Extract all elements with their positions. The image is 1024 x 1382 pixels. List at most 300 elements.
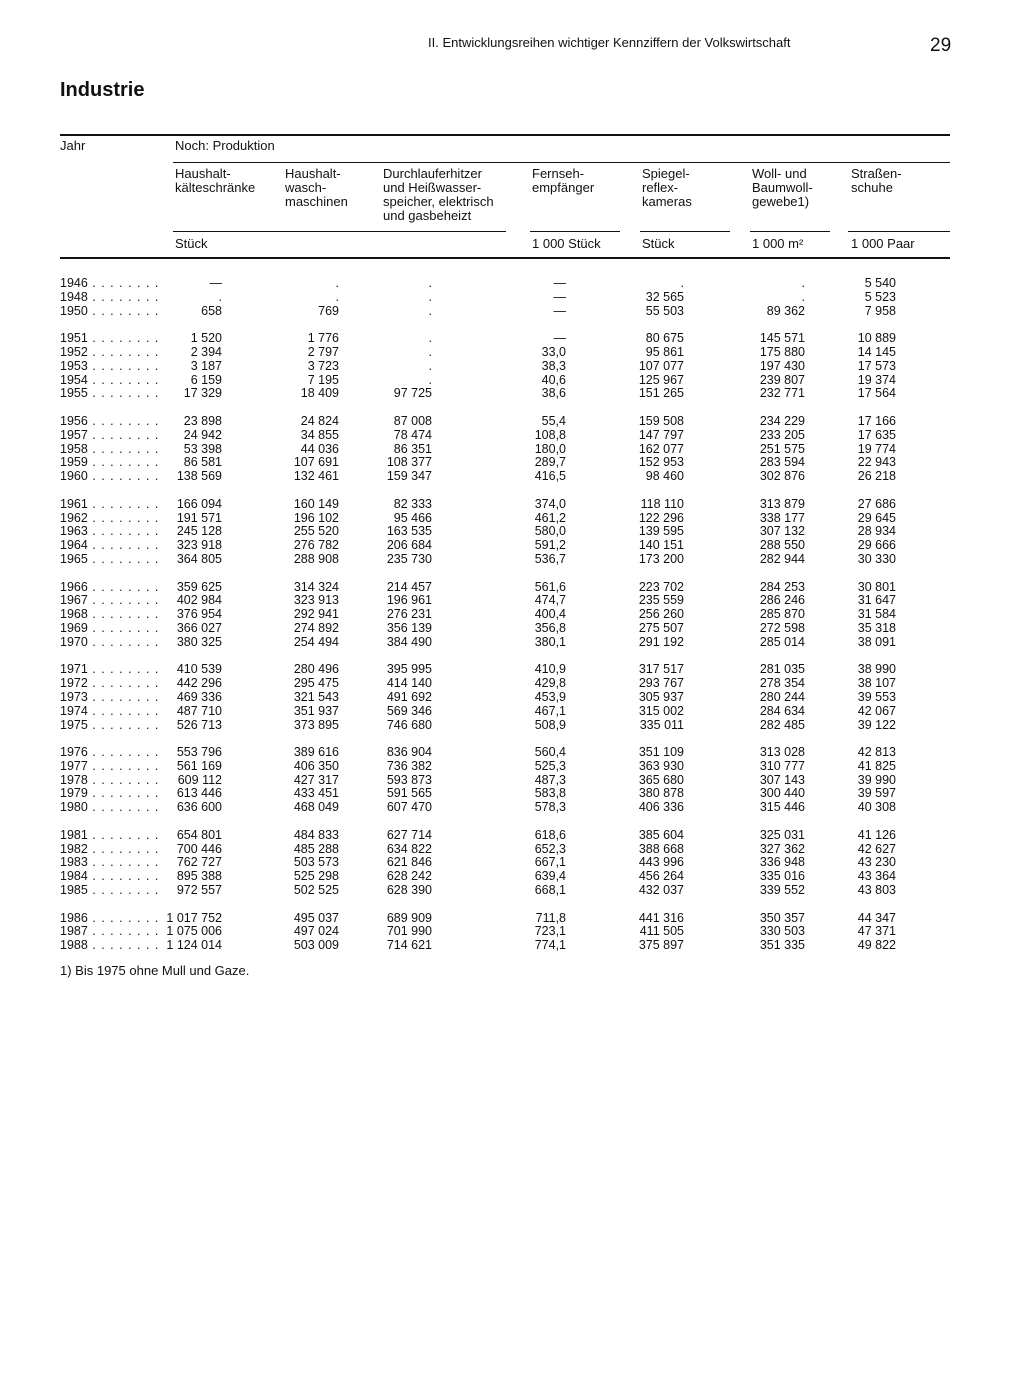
value-cell: 714 621 — [386, 938, 432, 953]
value-cell: 163 535 — [386, 524, 432, 539]
value-cell: 335 011 — [639, 717, 684, 732]
value-cell: 191 571 — [176, 510, 222, 525]
column-label-refrigerators: Haushalt- kälteschränke — [175, 166, 256, 195]
value-cell: . — [428, 358, 432, 373]
value-cell: 26 218 — [857, 469, 896, 484]
value-cell: 7 958 — [864, 303, 896, 318]
value-cell: 285 870 — [759, 607, 805, 622]
table-row — [0, 470, 1024, 484]
value-cell: 485 288 — [293, 841, 339, 856]
value-cell: 359 625 — [176, 579, 222, 594]
value-cell: 441 316 — [638, 910, 684, 925]
value-cell: 317 517 — [638, 662, 684, 677]
value-cell: 214 457 — [386, 579, 432, 594]
value-cell: 593 873 — [386, 772, 432, 787]
value-cell: 627 714 — [386, 827, 432, 842]
value-cell: 503 009 — [293, 938, 339, 953]
value-cell: . — [428, 289, 432, 304]
value-cell: 55 503 — [645, 303, 684, 318]
year-value: 1958 — [60, 441, 88, 456]
value-cell: 365 680 — [638, 772, 684, 787]
value-cell: 39 597 — [857, 786, 896, 801]
value-cell: 762 727 — [176, 855, 222, 870]
year-value: 1964 — [60, 538, 88, 553]
leader-dots: . . . . . . . . — [87, 676, 160, 691]
value-cell: 402 984 — [176, 593, 222, 608]
table-row — [0, 346, 1024, 360]
table-row — [0, 636, 1024, 650]
value-cell: 689 909 — [386, 910, 432, 925]
value-cell: 410 539 — [176, 662, 222, 677]
value-cell: 293 767 — [638, 676, 684, 691]
value-cell: 491 692 — [386, 689, 432, 704]
value-cell: 467,1 — [534, 703, 566, 718]
value-cell: 1 520 — [190, 331, 222, 346]
leader-dots: . . . . . . . . — [87, 717, 160, 732]
value-cell: 235 559 — [638, 593, 684, 608]
year-value: 1952 — [60, 344, 88, 359]
value-cell: 411 505 — [639, 924, 684, 939]
leader-dots: . . . . . . . . — [87, 289, 160, 304]
value-cell: 495 037 — [293, 910, 339, 925]
value-cell: 24 942 — [183, 427, 222, 442]
value-cell: . — [335, 276, 339, 290]
table-row — [0, 456, 1024, 470]
table-row — [0, 512, 1024, 526]
value-cell: 30 330 — [857, 551, 896, 566]
value-cell: 147 797 — [638, 427, 684, 442]
value-cell: 35 318 — [857, 620, 896, 635]
value-cell: 138 569 — [176, 469, 222, 484]
table-row — [0, 843, 1024, 857]
value-cell: 14 145 — [857, 344, 896, 359]
value-cell: 330 503 — [759, 924, 805, 939]
year-value: 1950 — [60, 303, 88, 318]
value-cell: 235 730 — [386, 551, 432, 566]
column-label-fabrics: Woll- und Baumwoll- gewebe1) — [752, 166, 813, 209]
leader-dots: . . . . . . . . — [87, 800, 160, 815]
leader-dots: . . . . . . . . — [87, 344, 160, 359]
unit-label-camera-pieces: Stück — [642, 236, 675, 251]
value-cell: 44 347 — [857, 910, 896, 925]
value-cell: 196 102 — [293, 510, 339, 525]
year-value: 1954 — [60, 372, 88, 387]
year-value: 1977 — [60, 758, 88, 773]
value-cell: . — [218, 289, 222, 304]
value-cell: 484 833 — [293, 827, 339, 842]
value-cell: 302 876 — [759, 469, 805, 484]
value-cell: 27 686 — [857, 496, 896, 511]
table-row — [0, 746, 1024, 760]
value-cell: 33,0 — [541, 344, 566, 359]
value-cell: 414 140 — [386, 676, 432, 691]
value-cell: 282 944 — [759, 551, 805, 566]
value-cell: 700 446 — [176, 841, 222, 856]
table-row — [0, 360, 1024, 374]
value-cell: . — [680, 276, 684, 290]
table-row — [0, 594, 1024, 608]
value-cell: 895 388 — [176, 869, 222, 884]
value-cell: 667,1 — [534, 855, 566, 870]
year-value: 1979 — [60, 786, 88, 801]
value-cell: 139 595 — [638, 524, 684, 539]
value-cell: 29 645 — [857, 510, 896, 525]
value-cell: 38,3 — [541, 358, 566, 373]
value-cell: 525,3 — [534, 758, 566, 773]
value-cell: 239 807 — [759, 372, 805, 387]
value-cell: 206 684 — [386, 538, 432, 553]
value-cell: 234 229 — [759, 413, 805, 428]
value-cell: 433 451 — [293, 786, 339, 801]
value-cell: 560,4 — [534, 745, 566, 760]
table-row — [0, 525, 1024, 539]
year-value: 1983 — [60, 855, 88, 870]
year-value: 1978 — [60, 772, 88, 787]
leader-dots: . . . . . . . . — [87, 924, 160, 939]
value-cell: 313 879 — [759, 496, 805, 511]
value-cell: 10 889 — [857, 331, 896, 346]
table-row — [0, 870, 1024, 884]
leader-dots: . . . . . . . . — [87, 303, 160, 318]
value-cell: 356,8 — [534, 620, 566, 635]
unit-rule-2 — [530, 231, 620, 232]
value-cell: 38 091 — [857, 634, 896, 649]
value-cell: 711,8 — [535, 910, 566, 925]
leader-dots: . . . . . . . . — [87, 607, 160, 622]
value-cell: 668,1 — [534, 883, 566, 898]
value-cell: 274 892 — [293, 620, 339, 635]
year-value: 1953 — [60, 358, 88, 373]
year-value: 1951 — [60, 331, 88, 346]
leader-dots: . . . . . . . . — [87, 910, 160, 925]
value-cell: 1 075 006 — [166, 924, 222, 939]
value-cell: 395 995 — [386, 662, 432, 677]
year-value: 1965 — [60, 551, 88, 566]
value-cell: 32 565 — [645, 289, 684, 304]
value-cell: 487 710 — [176, 703, 222, 718]
leader-dots: . . . . . . . . — [87, 841, 160, 856]
leader-dots: . . . . . . . . — [87, 496, 160, 511]
value-cell: 180,0 — [534, 441, 566, 456]
value-cell: 591,2 — [534, 538, 566, 553]
value-cell: 366 027 — [176, 620, 222, 635]
leader-dots: . . . . . . . . — [87, 827, 160, 842]
year-value: 1976 — [60, 745, 88, 760]
value-cell: . — [428, 303, 432, 318]
value-cell: 300 440 — [759, 786, 805, 801]
value-cell: 658 — [201, 303, 222, 318]
leader-dots: . . . . . . . . — [87, 620, 160, 635]
table-row — [0, 884, 1024, 898]
value-cell: 17 564 — [857, 386, 896, 401]
value-cell: 162 077 — [638, 441, 684, 456]
value-cell: 363 930 — [638, 758, 684, 773]
table-row — [0, 787, 1024, 801]
value-cell: 43 230 — [857, 855, 896, 870]
value-cell: 336 948 — [759, 855, 805, 870]
value-cell: 31 647 — [857, 593, 896, 608]
value-cell: 22 943 — [857, 455, 896, 470]
value-cell: 769 — [318, 303, 339, 318]
value-cell: 315 446 — [759, 800, 805, 815]
value-cell: 375 897 — [638, 938, 684, 953]
value-cell: . — [428, 331, 432, 346]
value-cell: 508,9 — [534, 717, 566, 732]
value-cell: 746 680 — [386, 717, 432, 732]
value-cell: 3 723 — [307, 358, 339, 373]
value-cell: 389 616 — [293, 745, 339, 760]
value-cell: 89 362 — [766, 303, 805, 318]
year-value: 1955 — [60, 386, 88, 401]
table-row — [0, 774, 1024, 788]
value-cell: 175 880 — [759, 344, 805, 359]
value-cell: 2 797 — [307, 344, 339, 359]
value-cell: 373 895 — [293, 717, 339, 732]
value-cell: 636 600 — [176, 800, 222, 815]
year-value: 1967 — [60, 593, 88, 608]
value-cell: 338 177 — [759, 510, 805, 525]
value-cell: 583,8 — [534, 786, 566, 801]
year-value: 1974 — [60, 703, 88, 718]
unit-rule-3 — [640, 231, 730, 232]
value-cell: 356 139 — [386, 620, 432, 635]
year-value: 1972 — [60, 676, 88, 691]
table-row — [0, 677, 1024, 691]
value-cell: 536,7 — [534, 551, 566, 566]
leader-dots: . . . . . . . . — [87, 358, 160, 373]
column-label-televisions: Fernseh- empfänger — [532, 166, 595, 195]
value-cell: 280 496 — [293, 662, 339, 677]
value-cell: 1 017 752 — [166, 910, 222, 925]
value-cell: 283 594 — [759, 455, 805, 470]
value-cell: 350 357 — [759, 910, 805, 925]
value-cell: 295 475 — [293, 676, 339, 691]
year-value: 1969 — [60, 620, 88, 635]
value-cell: 284 634 — [759, 703, 805, 718]
table-row — [0, 829, 1024, 843]
value-cell: 223 702 — [638, 579, 684, 594]
value-cell: 339 552 — [759, 883, 805, 898]
value-cell: 42 067 — [857, 703, 896, 718]
value-cell: 107 077 — [638, 358, 684, 373]
value-cell: 159 508 — [638, 413, 684, 428]
value-cell: . — [801, 289, 805, 304]
value-cell: 628 242 — [386, 869, 432, 884]
value-cell: 86 581 — [183, 455, 222, 470]
leader-dots: . . . . . . . . — [87, 276, 160, 290]
value-cell: . — [801, 276, 805, 290]
value-cell: 2 394 — [190, 344, 222, 359]
year-value: 1957 — [60, 427, 88, 442]
value-cell: 553 796 — [176, 745, 222, 760]
value-cell: 40 308 — [857, 800, 896, 815]
year-value: 1984 — [60, 869, 88, 884]
year-value: 1986 — [60, 910, 88, 925]
unit-label-pairs: 1 000 Paar — [851, 236, 915, 251]
value-cell: 145 571 — [759, 331, 805, 346]
column-label-water-heaters: Durchlauferhitzer und Heißwasser- speicher, elektrisch und gasbeheizt — [383, 166, 494, 223]
year-value: 1973 — [60, 689, 88, 704]
value-cell: 255 520 — [293, 524, 339, 539]
value-cell: 456 264 — [638, 869, 684, 884]
value-cell: 42 627 — [857, 841, 896, 856]
value-cell: 285 014 — [759, 634, 805, 649]
value-cell: 314 324 — [293, 579, 339, 594]
value-cell: 618,6 — [534, 827, 566, 842]
column-label-cameras: Spiegel- reflex- kameras — [642, 166, 692, 209]
value-cell: 376 954 — [176, 607, 222, 622]
value-cell: 351 937 — [293, 703, 339, 718]
value-cell: 351 109 — [638, 745, 684, 760]
table-row — [0, 622, 1024, 636]
value-cell: 173 200 — [638, 551, 684, 566]
value-cell: 335 016 — [759, 869, 805, 884]
value-cell: 40,6 — [541, 372, 566, 387]
table-row — [0, 925, 1024, 939]
value-cell: 639,4 — [534, 869, 566, 884]
value-cell: 723,1 — [534, 924, 566, 939]
table-row — [0, 332, 1024, 346]
leader-dots: . . . . . . . . — [87, 469, 160, 484]
table-row — [0, 581, 1024, 595]
value-cell: 364 805 — [176, 551, 222, 566]
year-value: 1961 — [60, 496, 88, 511]
table-row — [0, 291, 1024, 305]
value-cell: 254 494 — [293, 634, 339, 649]
value-cell: 525 298 — [293, 869, 339, 884]
column-label-shoes: Straßen- schuhe — [851, 166, 902, 195]
value-cell: 289,7 — [534, 455, 566, 470]
value-cell: 591 565 — [386, 786, 432, 801]
value-cell: 39 553 — [857, 689, 896, 704]
leader-dots: . . . . . . . . — [87, 758, 160, 773]
unit-rule-4 — [750, 231, 830, 232]
table-row — [0, 277, 1024, 291]
value-cell: 503 573 — [293, 855, 339, 870]
year-value: 1981 — [60, 827, 88, 842]
table-row — [0, 719, 1024, 733]
table-row — [0, 429, 1024, 443]
value-cell: 634 822 — [386, 841, 432, 856]
year-value: 1962 — [60, 510, 88, 525]
value-cell: 5 523 — [864, 289, 896, 304]
value-cell: 251 575 — [759, 441, 805, 456]
value-cell: 307 143 — [759, 772, 805, 787]
value-cell: 613 446 — [176, 786, 222, 801]
value-cell: 197 430 — [759, 358, 805, 373]
value-cell: 108,8 — [534, 427, 566, 442]
value-cell: 836 904 — [386, 745, 432, 760]
value-cell: 384 490 — [386, 634, 432, 649]
leader-dots: . . . . . . . . — [87, 662, 160, 677]
section-title: Industrie — [60, 79, 145, 101]
value-cell: — — [553, 303, 566, 318]
value-cell: 701 990 — [386, 924, 432, 939]
value-cell: 1 124 014 — [166, 938, 222, 953]
value-cell: 736 382 — [386, 758, 432, 773]
value-cell: 1 776 — [307, 331, 339, 346]
table-row — [0, 539, 1024, 553]
value-cell: 86 351 — [393, 441, 432, 456]
table-row — [0, 663, 1024, 677]
value-cell: 469 336 — [176, 689, 222, 704]
value-cell: 232 771 — [759, 386, 805, 401]
value-cell: 278 354 — [759, 676, 805, 691]
leader-dots: . . . . . . . . — [87, 883, 160, 898]
value-cell: 468 049 — [293, 800, 339, 815]
table-row — [0, 939, 1024, 953]
value-cell: 406 336 — [638, 800, 684, 815]
leader-dots: . . . . . . . . — [87, 772, 160, 787]
value-cell: 502 525 — [293, 883, 339, 898]
value-cell: 118 110 — [640, 496, 684, 511]
value-cell: 280 244 — [759, 689, 805, 704]
leader-dots: . . . . . . . . — [87, 786, 160, 801]
value-cell: 774,1 — [534, 938, 566, 953]
value-cell: 160 149 — [293, 496, 339, 511]
value-cell: 43 803 — [857, 883, 896, 898]
value-cell: 38 990 — [857, 662, 896, 677]
value-cell: 276 231 — [386, 607, 432, 622]
value-cell: 34 855 — [300, 427, 339, 442]
value-cell: 43 364 — [857, 869, 896, 884]
value-cell: 98 460 — [645, 469, 684, 484]
value-cell: 140 151 — [638, 538, 684, 553]
year-value: 1987 — [60, 924, 88, 939]
value-cell: 38 107 — [857, 676, 896, 691]
value-cell: 17 166 — [857, 413, 896, 428]
value-cell: 580,0 — [534, 524, 566, 539]
unit-rule-5 — [848, 231, 950, 232]
value-cell: 39 122 — [857, 717, 896, 732]
table-header-bottom-rule — [60, 257, 950, 259]
value-cell: 325 031 — [759, 827, 805, 842]
value-cell: 621 846 — [386, 855, 432, 870]
value-cell: 313 028 — [759, 745, 805, 760]
value-cell: 5 540 — [864, 276, 896, 290]
value-cell: 497 024 — [293, 924, 339, 939]
year-value: 1975 — [60, 717, 88, 732]
year-value: 1980 — [60, 800, 88, 815]
value-cell: — — [553, 289, 566, 304]
value-cell: 578,3 — [534, 800, 566, 815]
table-body — [0, 277, 1024, 953]
unit-label-square-meters: 1 000 m² — [752, 236, 804, 251]
leader-dots: . . . . . . . . — [87, 538, 160, 553]
table-row — [0, 691, 1024, 705]
year-value: 1982 — [60, 841, 88, 856]
value-cell: 29 666 — [857, 538, 896, 553]
value-cell: 95 861 — [645, 344, 684, 359]
leader-dots: . . . . . . . . — [87, 938, 160, 953]
group-rule — [173, 162, 950, 163]
value-cell: 24 824 — [300, 413, 339, 428]
table-row — [0, 705, 1024, 719]
value-cell: 281 035 — [759, 662, 805, 677]
table-row — [0, 801, 1024, 815]
value-cell: 49 822 — [857, 938, 896, 953]
value-cell: 272 598 — [759, 620, 805, 635]
table-row — [0, 856, 1024, 870]
value-cell: 41 126 — [857, 827, 896, 842]
table-row — [0, 374, 1024, 388]
value-cell: 609 112 — [177, 772, 222, 787]
value-cell: 55,4 — [541, 413, 566, 428]
value-cell: 561 169 — [176, 758, 222, 773]
value-cell: 87 008 — [393, 413, 432, 428]
value-cell: 245 128 — [176, 524, 222, 539]
value-cell: 385 604 — [638, 827, 684, 842]
